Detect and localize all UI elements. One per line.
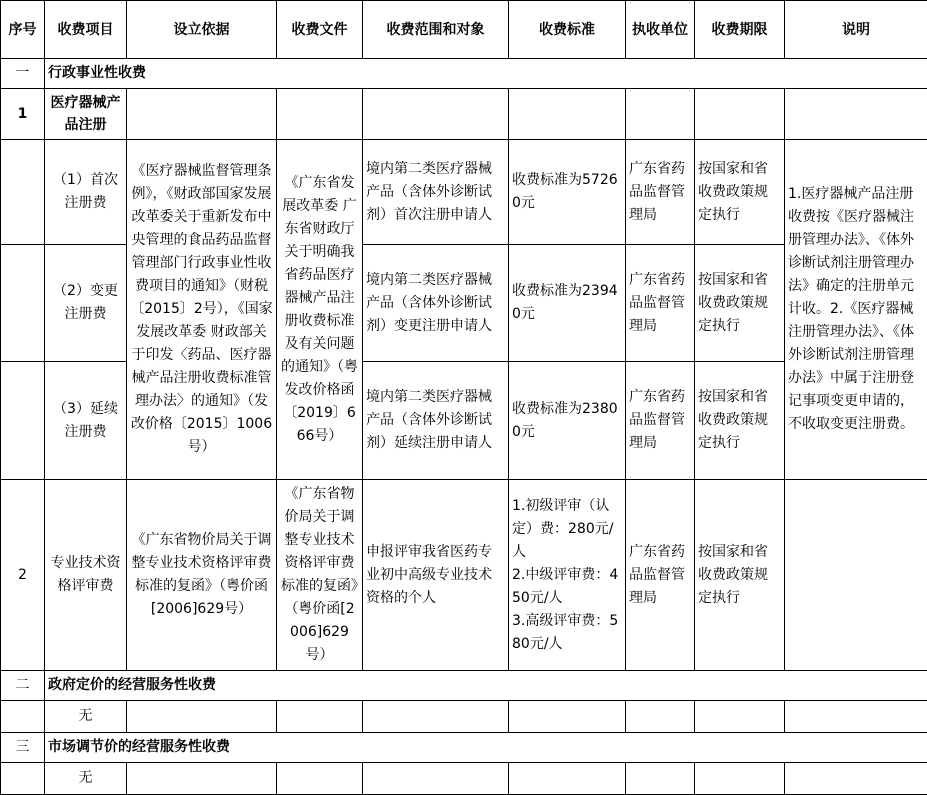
item-name: 专业技术资格评审费 [45, 480, 127, 671]
file-cell: 《广东省物价局关于调整专业技术资格评审费标准的复函》（粤价函[2006]629号） [277, 480, 363, 671]
file-cell: 《广东省发展改革委 广东省财政厅关于明确我省药品医疗器械产品注册收费标准及有关问题的通知》（粤发改价格函〔2019〕666号） [277, 140, 363, 480]
header-unit: 执收单位 [626, 1, 695, 59]
item-name: 医疗器械产品注册 [45, 89, 127, 140]
header-item: 收费项目 [45, 1, 127, 59]
standard-line: 1.初级评审（认定）费：280元/人 [512, 495, 622, 564]
table-row [1, 480, 927, 671]
sub-item-name: （1）首次注册费 [45, 140, 127, 245]
empty-note: 无 [45, 763, 127, 795]
section-number: 三 [1, 733, 45, 763]
period-cell: 按国家和省收费政策规定执行 [695, 245, 785, 362]
scope-cell: 境内第二类医疗器械产品（含体外诊断试剂）首次注册申请人 [363, 140, 509, 245]
period-cell: 按国家和省收费政策规定执行 [695, 140, 785, 245]
item-number: 1 [1, 89, 45, 140]
header-row [1, 1, 927, 59]
empty-note: 无 [45, 701, 127, 733]
standard-line: 3.高级评审费：580元/人 [512, 610, 622, 656]
section-number: 二 [1, 671, 45, 701]
header-index: 序号 [1, 1, 45, 59]
standard-line: 2.中级评审费：450元/人 [512, 564, 622, 610]
section-row [1, 671, 927, 701]
table-row [1, 89, 927, 140]
section-title: 行政事业性收费 [45, 59, 927, 89]
section-row [1, 733, 927, 763]
standard-cell: 收费标准为23940元 [509, 245, 626, 362]
unit-cell: 广东省药品监督管理局 [626, 362, 695, 480]
section-row [1, 59, 927, 89]
table-row [1, 140, 927, 245]
scope-cell: 境内第二类医疗器械产品（含体外诊断试剂）变更注册申请人 [363, 245, 509, 362]
sub-item-name: （2）变更注册费 [45, 245, 127, 362]
standard-cell: 收费标准为57260元 [509, 140, 626, 245]
header-file: 收费文件 [277, 1, 363, 59]
basis-cell: 《医疗器械监督管理条例》，《财政部国家发展改革委关于重新发布中央管理的食品药品监督管理部门行政事业性收费项目的通知》（财税〔2015〕2号），《国家发展改革委 财政部关于印发〈药品、医疗器械产品注册收费标准管理办法〉的通知》（发改价格〔2015〕1006号） [127, 140, 277, 480]
item-number: 2 [1, 480, 45, 671]
standard-cell: 收费标准为23800元 [509, 362, 626, 480]
scope-cell: 境内第二类医疗器械产品（含体外诊断试剂）延续注册申请人 [363, 362, 509, 480]
header-basis: 设立依据 [127, 1, 277, 59]
section-title: 市场调节价的经营服务性收费 [45, 733, 927, 763]
unit-cell: 广东省药品监督管理局 [626, 245, 695, 362]
standard-cell [509, 480, 626, 671]
section-title: 政府定价的经营服务性收费 [45, 671, 927, 701]
section-number: 一 [1, 59, 45, 89]
unit-cell: 广东省药品监督管理局 [626, 480, 695, 671]
period-cell: 按国家和省收费政策规定执行 [695, 362, 785, 480]
header-standard: 收费标准 [509, 1, 626, 59]
table-row [1, 701, 927, 733]
sub-item-name: （3）延续注册费 [45, 362, 127, 480]
period-cell: 按国家和省收费政策规定执行 [695, 480, 785, 671]
table-row [1, 763, 927, 795]
header-period: 收费期限 [695, 1, 785, 59]
header-scope: 收费范围和对象 [363, 1, 509, 59]
unit-cell: 广东省药品监督管理局 [626, 140, 695, 245]
scope-cell: 申报评审我省医药专业初中高级专业技术资格的个人 [363, 480, 509, 671]
note-cell: 1.医疗器械产品注册收费按《医疗器械注册管理办法》、《体外诊断试剂注册管理办法》确定的注册单元计收。2.《医疗器械注册管理办法》、《体外诊断试剂注册管理办法》中属于注册登记事项变更申请的，不收取变更注册费。 [785, 140, 927, 480]
header-note: 说明 [785, 1, 927, 59]
basis-cell: 《广东省物价局关于调整专业技术资格评审费标准的复函》（粤价函[2006]629号） [127, 480, 277, 671]
